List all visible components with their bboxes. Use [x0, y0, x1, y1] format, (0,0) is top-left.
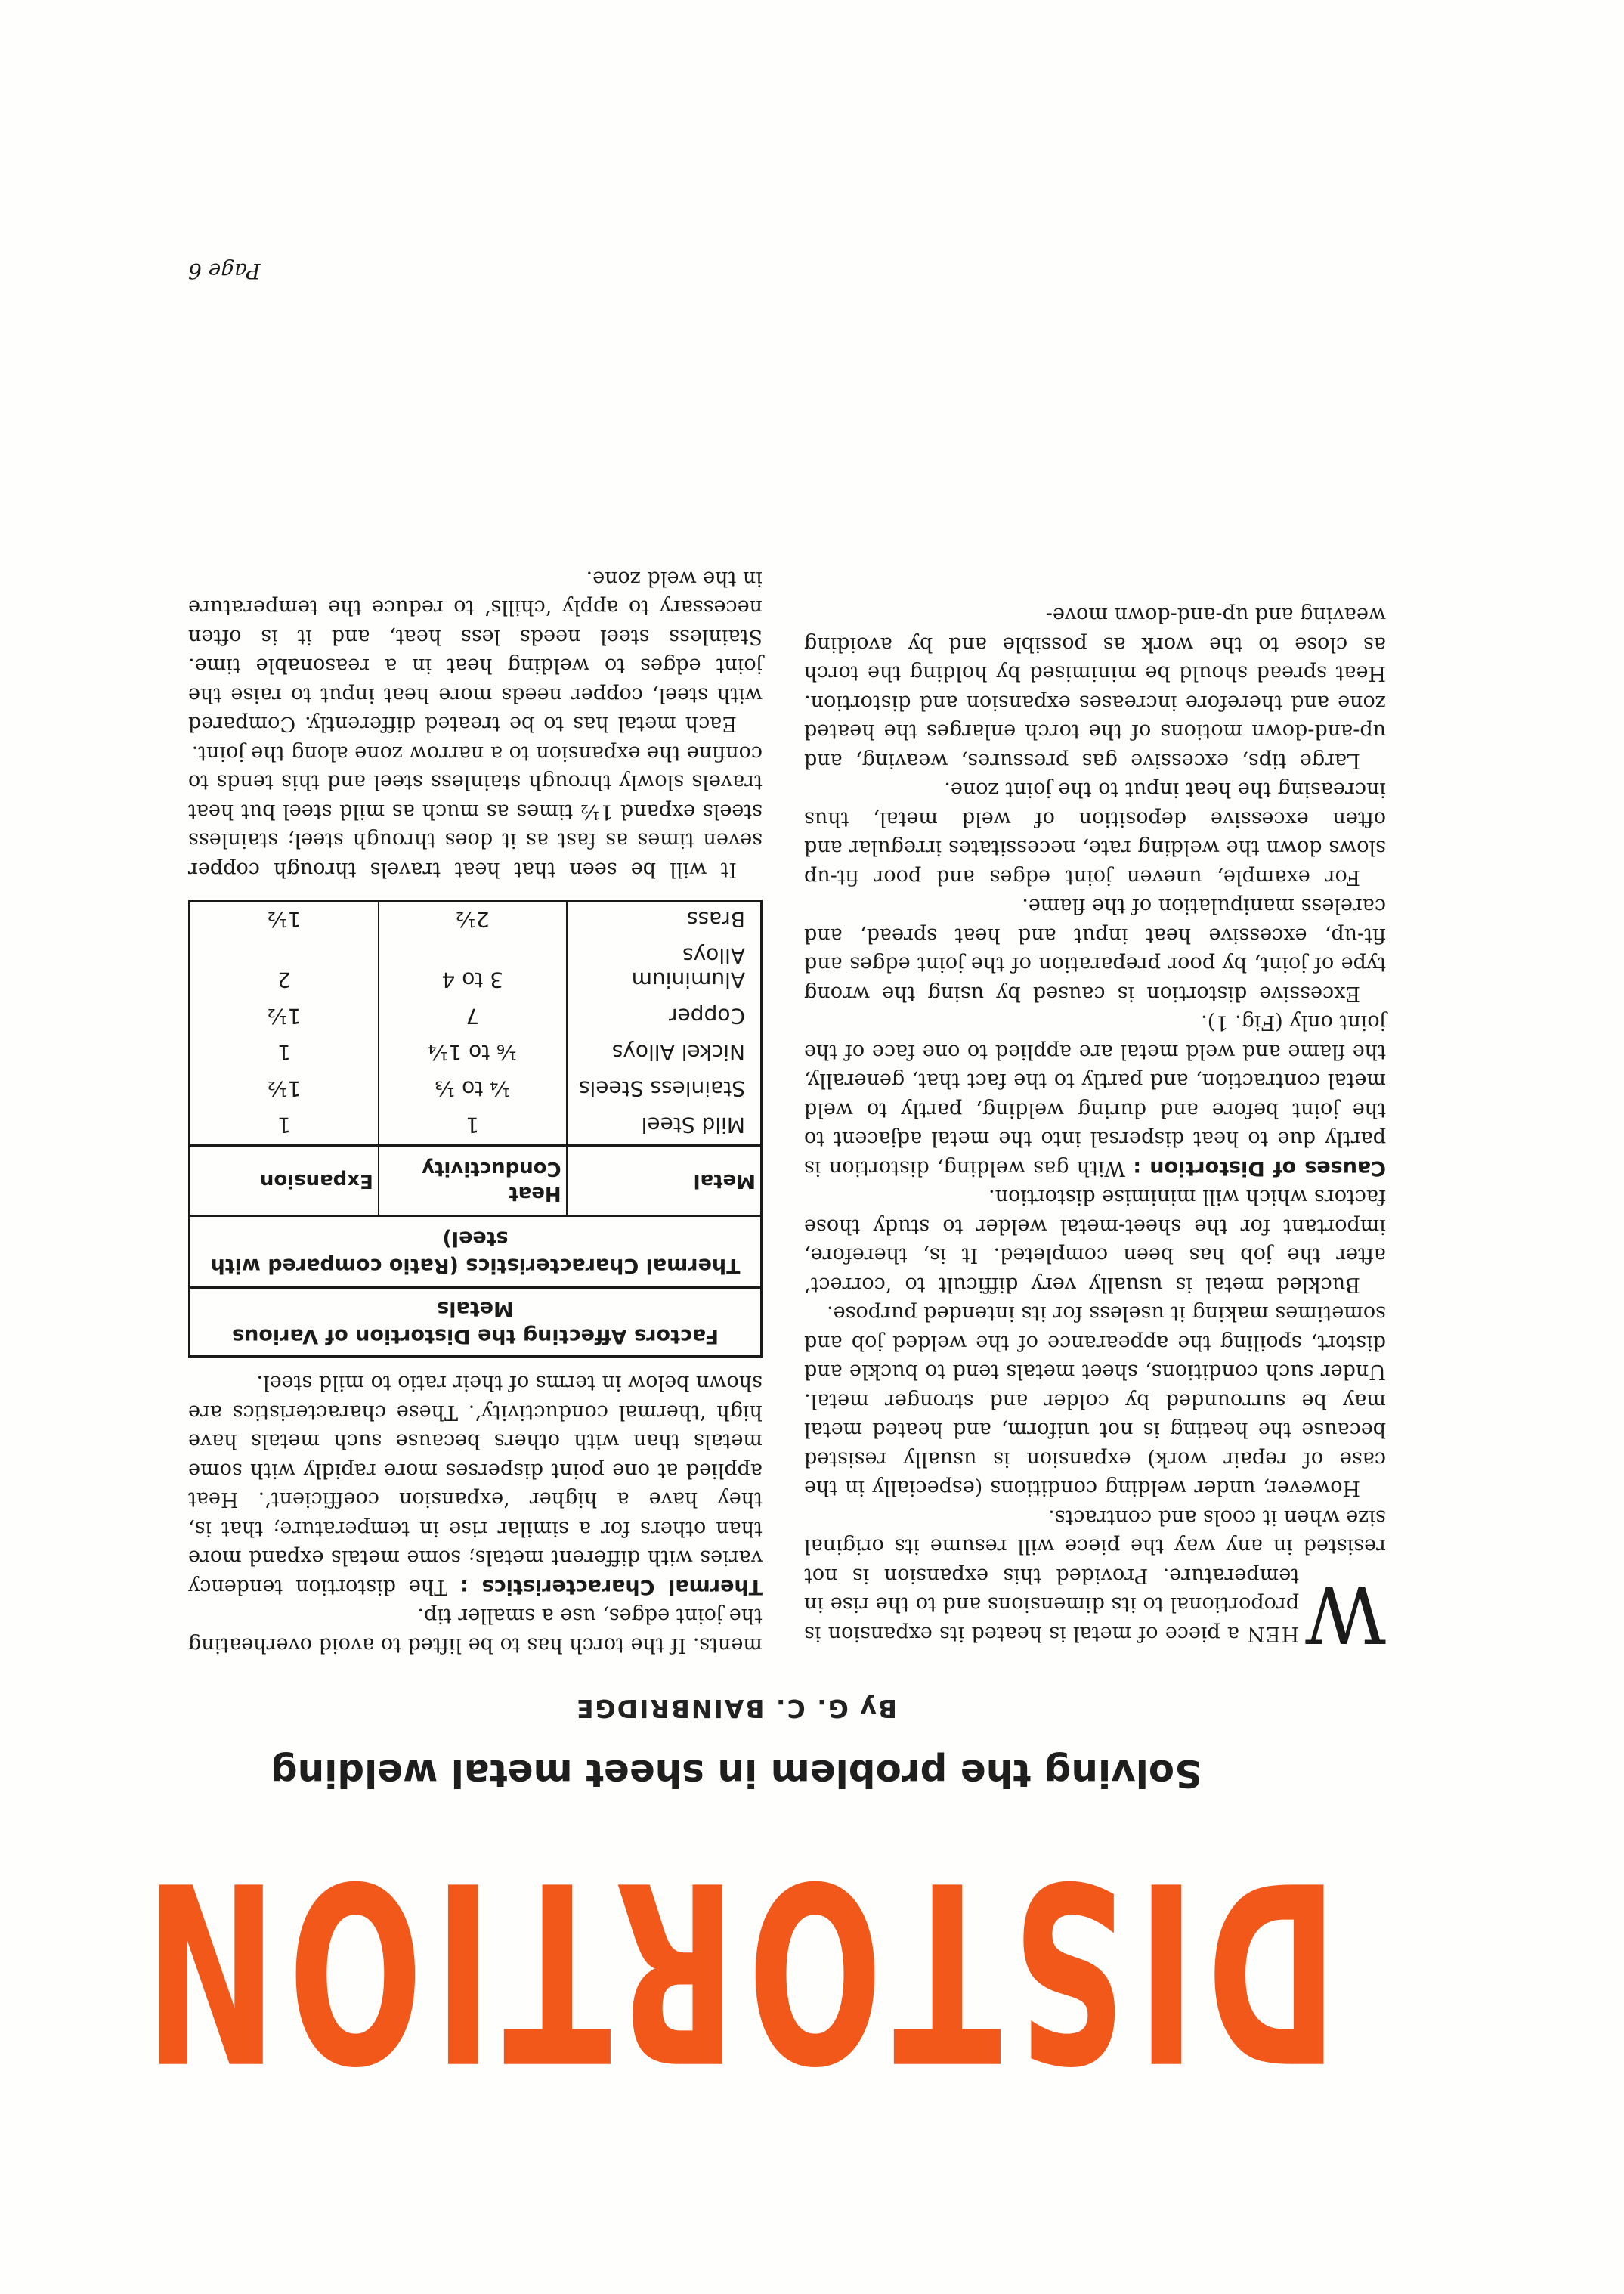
metal-cell: Mild Steel [641, 1113, 745, 1138]
paragraph: Excessive distortion is caused by using the wrong type of joint, by poor preparation of the joint edges and fit-up, excessive heat input and heat spread, and careless manipulation of the flame. [804, 894, 1386, 1005]
article-byline: By G. C. BAINBRIDGE [575, 1694, 897, 1723]
conductivity-cell: 2½ [379, 902, 567, 939]
column-header-expansion: Expansion [190, 1146, 379, 1215]
thermal-paragraph [188, 1368, 763, 1601]
conductivity-cell: ¼ to ⅓ [379, 1072, 567, 1108]
expansion-cell: 1½ [190, 1072, 379, 1108]
conductivity-cell: 3 to 4 [379, 939, 567, 999]
panel-subtitle: Thermal Characteristics (Ratio compared with steel) [190, 1215, 760, 1286]
column-header-conductivity: Heat Conductivity [379, 1146, 567, 1215]
metal-cell: Nickel Alloys [611, 1040, 745, 1065]
metal-cell: Aluminium Alloys [631, 943, 745, 992]
expansion-cell: 1 [190, 1036, 379, 1072]
table-header-row [190, 1146, 760, 1215]
section-heading-thermal: Thermal Characteristics : [460, 1575, 763, 1599]
intro-text: a piece of metal is heated its expansion is proportional to its dimensions and to the rise in temperature. Provided this expansion is not resisted in any way the piece will resume its original size when it cools and contracts. [804, 1506, 1386, 1645]
left-column [804, 600, 1386, 1660]
paragraph: It will be seen that heat travels through copper seven times as fast as it does through steel; stainless steels expand 1½ times as much as mild steel but heat travels slowly through stainless steel and this tends to confine the expansion to a narrow zone along the joint. [188, 741, 763, 881]
thermal-text: The distortion tendency varies with different metals; some metals expand more than others for a similar rise in temperature; that is, they have a higher ‘expansion coefficient’. Heat applied at one point disperses more rapidly with some metals than with others because such metals have high ‘thermal conductivity’. These characteristics are shown below in terms of their ratio to mild steel. [188, 1371, 763, 1599]
paragraph: Large tips, excessive gas pressures, weaving, and up-and-down motions of the torch enlarges the heated zone and therefore increases expansion and distortion. Heat spread should be minimised by holding the torch as close to the work as possible and by avoiding weaving and up-and-down move- [804, 603, 1386, 772]
expansion-cell: 1½ [190, 902, 379, 939]
table-row [190, 939, 760, 999]
article-subtitle: Solving the problem in sheet metal welding [270, 1751, 1202, 1795]
expansion-cell: 2 [190, 939, 379, 999]
paragraph: Buckled metal is usually very difficult to ‘correct’ after the job has been completed. It is, therefore, important for the sheet-metal welder to study those factors which will minimise distortion. [804, 1185, 1386, 1296]
page-number: Page 6 [188, 259, 261, 283]
section-heading-causes: Causes of Distortion : [1133, 1156, 1386, 1180]
metal-cell: Copper [669, 1004, 745, 1029]
expansion-cell: 1½ [190, 999, 379, 1036]
conductivity-cell: 7 [379, 999, 567, 1036]
table-row [190, 902, 760, 939]
drop-cap: W [1305, 1568, 1386, 1660]
intro-first-word: HEN [1246, 1622, 1300, 1645]
article-title: DISTORTION [134, 1825, 1338, 2113]
thermal-table-panel [188, 900, 763, 1358]
intro-paragraph [804, 1503, 1386, 1660]
paragraph: However, under welding conditions (especially in the case of repair work) expansion is usually resisted because the heating is not uniform, and heated metal may be surrounded by colder and stronger metal. Under such conditions, sheet metals tend to buckle and distort, spoiling the appearance of the welded job and sometimes making it useless for its intended purpose. [804, 1302, 1386, 1500]
expansion-cell: 1 [190, 1108, 379, 1146]
table-row [190, 1108, 760, 1146]
right-column [188, 564, 763, 1660]
panel-title: Factors Affecting the Distortion of Various Metals [190, 1286, 760, 1355]
metal-cell: Stainless Steels [578, 1076, 745, 1101]
metal-cell: Brass [686, 907, 745, 932]
causes-paragraph [804, 1008, 1386, 1182]
column-header-metal: Metal [567, 1146, 760, 1215]
causes-text: With gas welding, distortion is partly due to heat dispersal into the metal adjacent to the joint before and during welding, partly to weld metal contraction, and partly to the fact that, generally, the flame and weld metal are applied to one face of the joint only (Fig. 1). [804, 1011, 1386, 1180]
table-row [190, 999, 760, 1036]
paragraph: ments. If the torch has to be lifted to avoid overheating the joint edges, use a smaller tip. [188, 1604, 763, 1657]
table-row [190, 1072, 760, 1108]
paragraph: For example, uneven joint edges and poor fit-up slows down the welding rate, necessitates irregular and often excessive deposition of weld metal, thus increasing the heat input to the joint zone. [804, 778, 1386, 889]
paragraph: Each metal has to be treated differently. Compared with steel, copper needs more heat input to raise the joint edges to welding heat in a reasonable time. Stainless steel needs less heat, and it is often necessary to apply ‘chills’ to reduce the temperature in the weld zone. [188, 567, 763, 736]
thermal-table [190, 902, 760, 1215]
table-row [190, 1036, 760, 1072]
conductivity-cell: 1 [379, 1108, 567, 1146]
conductivity-cell: ⅙ to 1¼ [379, 1036, 567, 1072]
